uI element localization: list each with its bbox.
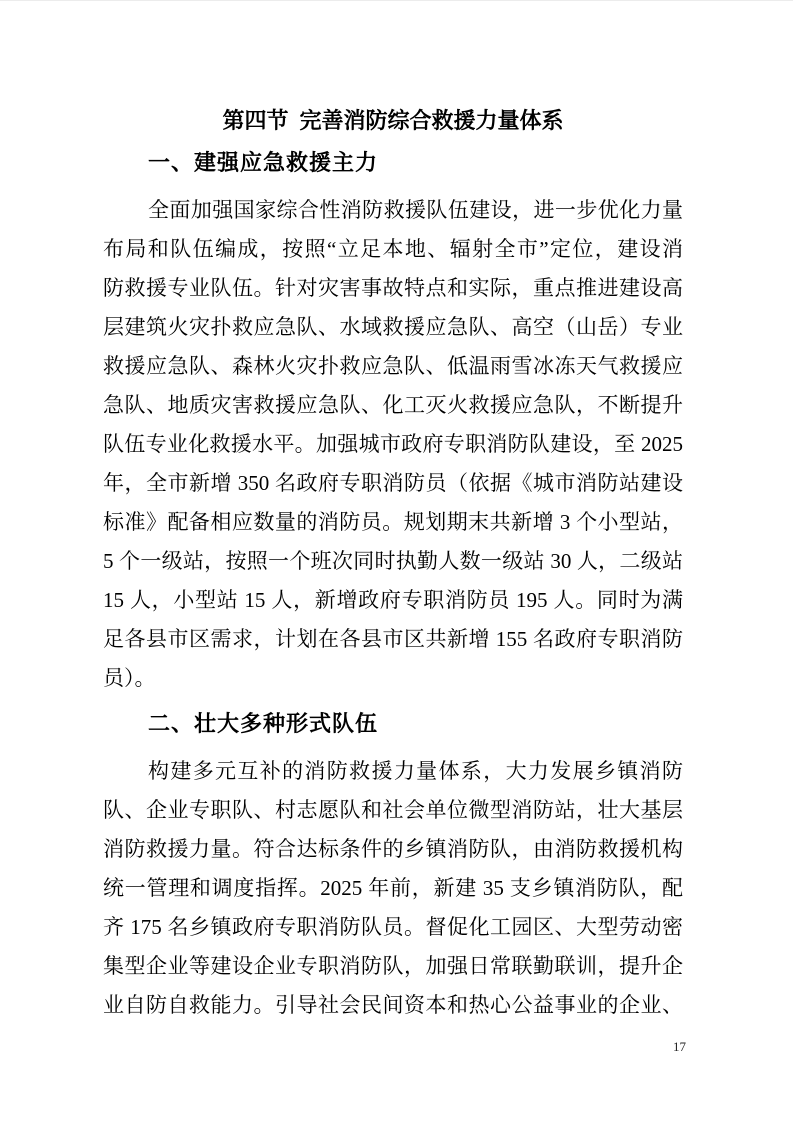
text-line: 防救援专业队伍。针对灾害事故特点和实际，重点推进建设高 xyxy=(103,276,683,300)
text-line: 齐 175 名乡镇政府专职消防队员。督促化工园区、大型劳动密 xyxy=(103,915,683,939)
text-line: 统一管理和调度指挥。2025 年前，新建 35 支乡镇消防队，配 xyxy=(103,876,683,900)
text-line: 构建多元互补的消防救援力量体系，大力发展乡镇消防 xyxy=(148,759,683,783)
paragraph-1 xyxy=(103,191,683,698)
text-line: 5 个一级站，按照一个班次同时执勤人数一级站 30 人，二级站 xyxy=(103,549,683,573)
text-line: 业自防自救能力。引导社会民间资本和热心公益事业的企业、 xyxy=(103,993,683,1017)
text-line: 标准》配备相应数量的消防员。规划期末共新增 3 个小型站， xyxy=(103,510,683,534)
subsection-heading-1: 一、建强应急救援主力 xyxy=(148,150,379,175)
text-line: 年，全市新增 350 名政府专职消防员（依据《城市消防站建设 xyxy=(103,471,683,495)
text-line: 集型企业等建设企业专职消防队，加强日常联勤联训，提升企 xyxy=(103,954,683,978)
page-number: 17 xyxy=(673,1039,686,1054)
text-line: 队伍专业化救援水平。加强城市政府专职消防队建设，至 2025 xyxy=(103,432,683,456)
text-line: 队、企业专职队、村志愿队和社会单位微型消防站，壮大基层 xyxy=(103,798,683,822)
page-content xyxy=(103,101,683,1025)
text-line: 15 人，小型站 15 人，新增政府专职消防员 195 人。同时为满 xyxy=(103,588,683,612)
text-line: 员）。 xyxy=(103,666,156,690)
subsection-heading-2: 二、壮大多种形式队伍 xyxy=(148,711,379,736)
text-line: 救援应急队、森林火灾扑救应急队、低温雨雪冰冻天气救援应 xyxy=(103,354,683,378)
text-line: 全面加强国家综合性消防救援队伍建设，进一步优化力量 xyxy=(148,198,683,222)
text-line: 消防救援力量。符合达标条件的乡镇消防队，由消防救援机构 xyxy=(103,837,683,861)
text-line: 层建筑火灾扑救应急队、水域救援应急队、高空（山岳）专业 xyxy=(103,315,683,339)
paragraph-2 xyxy=(103,752,683,1025)
section-title: 第四节 完善消防综合救援力量体系 xyxy=(222,108,564,133)
text-line: 急队、地质灾害救援应急队、化工灭火救援应急队，不断提升 xyxy=(103,393,683,417)
text-line: 足各县市区需求，计划在各县市区共新增 155 名政府专职消防 xyxy=(103,627,683,651)
text-line: 布局和队伍编成，按照“立足本地、辐射全市”定位，建设消 xyxy=(103,237,683,261)
